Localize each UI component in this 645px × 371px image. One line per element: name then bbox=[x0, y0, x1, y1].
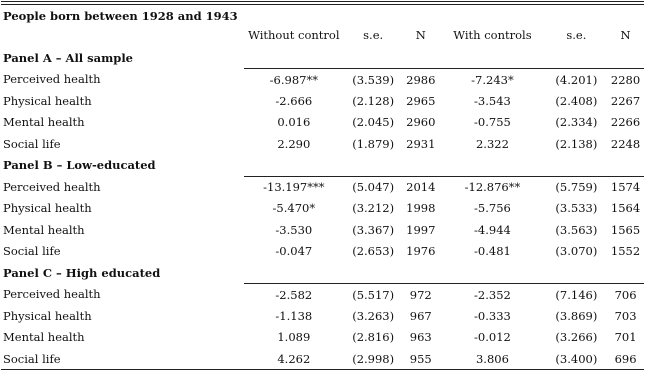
se-without-control: (2.816) bbox=[352, 330, 395, 345]
n-without-control: 1997 bbox=[406, 222, 436, 237]
n-with-controls: 2267 bbox=[610, 93, 641, 108]
table-row bbox=[1, 133, 644, 155]
se-without-control: (2.998) bbox=[344, 348, 402, 370]
top-double-rule-upper bbox=[1, 1, 644, 2]
panel-header-row bbox=[1, 47, 644, 69]
row-label: Mental health bbox=[3, 222, 85, 237]
table-row bbox=[1, 90, 644, 112]
se-without-control: (3.263) bbox=[352, 308, 395, 323]
header-n-2: N bbox=[620, 28, 631, 42]
coef-with-controls: 2.322 bbox=[475, 136, 509, 151]
n-with-controls: 706 bbox=[607, 284, 644, 306]
row-label: Physical health bbox=[3, 201, 92, 216]
row-label: Social life bbox=[3, 244, 61, 259]
n-with-controls: 701 bbox=[614, 330, 637, 345]
table-row bbox=[1, 69, 644, 91]
panel-label: Panel C – High educated bbox=[3, 265, 161, 280]
row-label: Perceived health bbox=[3, 287, 101, 302]
n-with-controls: 1565 bbox=[610, 222, 641, 237]
coef-with-controls: -0.755 bbox=[474, 115, 511, 130]
coef-without-control: -6.987** bbox=[244, 69, 344, 91]
n-with-controls: 1552 bbox=[610, 244, 641, 259]
row-label: Physical health bbox=[3, 308, 92, 323]
table-title: People born between 1928 and 1943 bbox=[3, 9, 238, 23]
coef-with-controls: -0.012 bbox=[474, 330, 511, 345]
se-without-control: (5.517) bbox=[344, 284, 402, 306]
coef-without-control: -0.047 bbox=[275, 244, 313, 259]
se-with-controls: (3.070) bbox=[555, 244, 598, 259]
coef-with-controls: -12.876** bbox=[439, 176, 545, 198]
panel-header-row bbox=[1, 155, 644, 177]
table-row bbox=[1, 112, 644, 134]
n-with-controls: 2280 bbox=[607, 69, 644, 91]
coef-with-controls: -0.481 bbox=[474, 244, 511, 259]
coef-with-controls: -3.543 bbox=[474, 93, 511, 108]
n-with-controls: 1574 bbox=[607, 176, 644, 198]
row-label: Social life bbox=[1, 348, 244, 370]
n-with-controls: 2266 bbox=[610, 115, 641, 130]
se-with-controls: (5.759) bbox=[546, 176, 607, 198]
se-with-controls: (3.869) bbox=[555, 308, 598, 323]
coef-with-controls: -5.756 bbox=[474, 201, 511, 216]
table-row bbox=[1, 348, 644, 370]
coef-without-control: -3.530 bbox=[275, 222, 313, 237]
coef-with-controls: -2.352 bbox=[439, 284, 545, 306]
coef-with-controls: 3.806 bbox=[439, 348, 545, 370]
se-with-controls: (3.533) bbox=[555, 201, 598, 216]
coef-with-controls: -0.333 bbox=[474, 308, 511, 323]
row-label: Physical health bbox=[3, 93, 92, 108]
se-with-controls: (2.408) bbox=[555, 93, 598, 108]
coef-with-controls: -7.243* bbox=[439, 69, 545, 91]
n-without-control: 967 bbox=[409, 308, 432, 323]
header-with-controls: With controls bbox=[453, 28, 532, 42]
panel-label: Panel A – All sample bbox=[3, 50, 134, 65]
se-without-control: (3.539) bbox=[344, 69, 402, 91]
coef-without-control: 4.262 bbox=[244, 348, 344, 370]
n-without-control: 2931 bbox=[406, 136, 436, 151]
se-without-control: (2.128) bbox=[352, 93, 395, 108]
se-with-controls: (4.201) bbox=[546, 69, 607, 91]
n-without-control: 972 bbox=[402, 284, 439, 306]
se-without-control: (1.879) bbox=[352, 136, 395, 151]
header-without-control: Without control bbox=[248, 28, 340, 42]
n-without-control: 1976 bbox=[406, 244, 436, 259]
coef-without-control: -5.470* bbox=[272, 201, 316, 216]
se-with-controls: (2.138) bbox=[555, 136, 598, 151]
table-row bbox=[1, 327, 644, 349]
se-without-control: (2.653) bbox=[352, 244, 395, 259]
se-with-controls: (3.266) bbox=[555, 330, 598, 345]
table-row bbox=[1, 284, 644, 306]
row-label: Perceived health bbox=[3, 72, 101, 87]
coef-without-control: -2.582 bbox=[244, 284, 344, 306]
n-without-control: 2986 bbox=[402, 69, 439, 91]
n-without-control: 1998 bbox=[406, 201, 436, 216]
se-without-control: (5.047) bbox=[344, 176, 402, 198]
n-without-control: 963 bbox=[409, 330, 432, 345]
panel-label: Panel B – Low-educated bbox=[3, 158, 156, 173]
n-with-controls: 2248 bbox=[610, 136, 641, 151]
table-row bbox=[1, 219, 644, 241]
table-row bbox=[1, 305, 644, 327]
results-table bbox=[1, 3, 644, 370]
n-without-control: 2960 bbox=[406, 115, 436, 130]
table-row bbox=[1, 198, 644, 220]
n-without-control: 2965 bbox=[406, 93, 436, 108]
n-without-control: 2014 bbox=[402, 176, 439, 198]
se-without-control: (2.045) bbox=[352, 115, 395, 130]
column-header-row bbox=[1, 23, 644, 47]
se-with-controls: (2.334) bbox=[555, 115, 598, 130]
header-se-2: s.e. bbox=[566, 28, 587, 42]
coef-without-control: -2.666 bbox=[275, 93, 313, 108]
se-without-control: (3.212) bbox=[352, 201, 395, 216]
coef-without-control: -13.197*** bbox=[244, 176, 344, 198]
coef-with-controls: -4.944 bbox=[474, 222, 511, 237]
table-title-row bbox=[1, 3, 644, 23]
coef-without-control: 2.290 bbox=[277, 136, 311, 151]
row-label: Perceived health bbox=[3, 179, 101, 194]
se-with-controls: (3.400) bbox=[546, 348, 607, 370]
se-without-control: (3.367) bbox=[352, 222, 395, 237]
table-row bbox=[1, 176, 644, 198]
n-with-controls: 1564 bbox=[610, 201, 641, 216]
coef-without-control: 1.089 bbox=[277, 330, 311, 345]
table-row bbox=[1, 241, 644, 263]
header-n-1: N bbox=[415, 28, 426, 42]
se-with-controls: (7.146) bbox=[546, 284, 607, 306]
coef-without-control: 0.016 bbox=[277, 115, 311, 130]
se-with-controls: (3.563) bbox=[555, 222, 598, 237]
n-with-controls: 703 bbox=[614, 308, 637, 323]
row-label: Mental health bbox=[3, 330, 85, 345]
n-with-controls: 696 bbox=[607, 348, 644, 370]
coef-without-control: -1.138 bbox=[275, 308, 313, 323]
panel-header-row bbox=[1, 262, 644, 284]
row-label: Mental health bbox=[3, 115, 85, 130]
n-without-control: 955 bbox=[402, 348, 439, 370]
row-label: Social life bbox=[3, 136, 61, 151]
header-se-1: s.e. bbox=[363, 28, 384, 42]
